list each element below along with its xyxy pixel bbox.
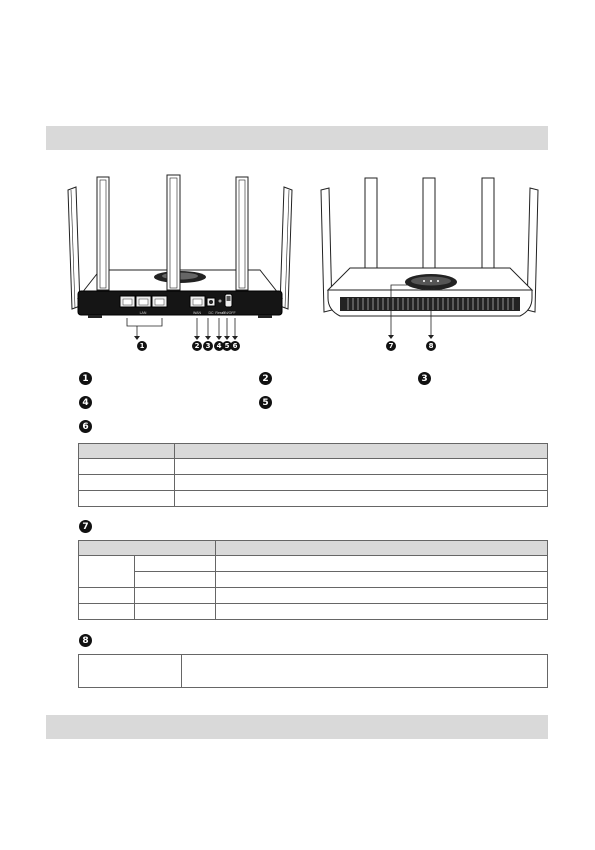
power-port-label: DC <box>208 311 214 315</box>
router-antenna-2 <box>167 175 180 290</box>
legend-callout-2: 2 <box>259 372 272 385</box>
router-antenna-3 <box>236 177 248 290</box>
callout-6-rear: 6 <box>230 341 240 351</box>
lan-port-label: LAN <box>139 311 147 315</box>
table-header-row <box>79 444 548 459</box>
table-row <box>79 459 548 475</box>
indicator-table-6 <box>78 443 548 507</box>
callout-2-rear: 2 <box>192 341 202 351</box>
legend-callout-7: 7 <box>79 520 92 533</box>
table-header-row <box>79 541 548 556</box>
router-antenna-1 <box>97 177 109 290</box>
reset-label: Reset <box>215 311 225 315</box>
router-front-view-illustration <box>310 170 550 360</box>
wan-port <box>190 296 205 307</box>
table-row <box>79 572 548 588</box>
lan-ports <box>120 296 167 307</box>
callout-5-rear: 5 <box>222 341 232 351</box>
power-jack <box>207 298 215 306</box>
callout-1-rear: 1 <box>137 341 147 351</box>
router-rear-view-illustration <box>60 170 300 360</box>
router-antenna-right <box>280 187 292 309</box>
table-row <box>79 655 548 688</box>
callout-3-rear: 3 <box>203 341 213 351</box>
router-antenna-left <box>68 187 80 309</box>
table-row <box>79 588 548 604</box>
callout-4-rear: 4 <box>214 341 224 351</box>
legend-callout-8: 8 <box>79 634 92 647</box>
callout-7-front: 7 <box>386 341 396 351</box>
section-header-bar-top <box>46 126 548 150</box>
rear-leader-lines <box>127 318 235 338</box>
legend-callout-3: 3 <box>418 372 431 385</box>
table-row <box>79 556 548 572</box>
indicator-table-7 <box>78 540 548 620</box>
table-row <box>79 475 548 491</box>
section-header-bar-bottom <box>46 715 548 739</box>
legend-callout-1: 1 <box>79 372 92 385</box>
legend-callout-6: 6 <box>79 420 92 433</box>
power-switch <box>225 294 232 307</box>
indicator-table-8 <box>78 654 548 688</box>
legend-callout-5: 5 <box>259 396 272 409</box>
legend-callout-4: 4 <box>79 396 92 409</box>
table-row <box>79 491 548 507</box>
switch-label: ON/OFF <box>222 311 236 315</box>
callout-8-front: 8 <box>426 341 436 351</box>
table-row <box>79 604 548 620</box>
reset-hole <box>219 300 222 303</box>
wan-port-label: WAN <box>192 311 202 315</box>
